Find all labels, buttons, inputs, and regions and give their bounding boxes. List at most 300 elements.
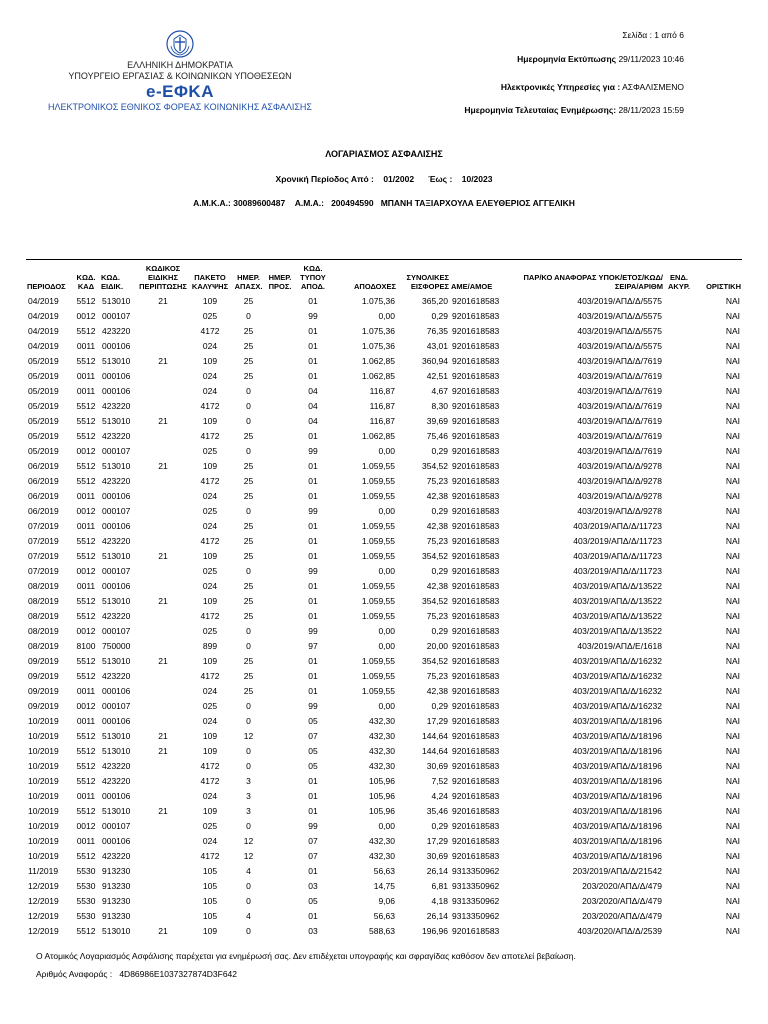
col-period: 12/2019 (28, 910, 59, 921)
col-days-extra (265, 863, 295, 878)
col-contributions: 354,52 (422, 595, 448, 606)
col-eidik: 000106 (102, 370, 131, 381)
col-kad: 5512 (76, 535, 96, 546)
col-contributions: 144,64 (422, 730, 448, 741)
col-special-case (138, 503, 188, 518)
col-pay-type: 03 (308, 880, 318, 891)
col-kad: 5512 (76, 850, 96, 861)
header-col-package: ΠΑΚΕΤΟ ΚΑΛΥΨΗΣ (191, 273, 229, 291)
col-contributions: 20,00 (426, 640, 448, 651)
col-void (664, 413, 694, 428)
period-from-value: 01/2002 (383, 174, 415, 184)
col-void (664, 323, 694, 338)
col-reference: 403/2019/ΑΠΔ/Δ/7619 (577, 430, 662, 441)
col-pay-type: 03 (308, 925, 318, 936)
table-row (26, 788, 742, 803)
col-pay-type: 99 (308, 505, 318, 516)
col-reference: 403/2019/ΑΠΔ/Δ/13522 (572, 580, 662, 591)
col-ame: 9201618583 (452, 640, 500, 651)
col-special-case (138, 758, 188, 773)
col-reference: 403/2019/ΑΠΔ/Δ/13522 (572, 625, 662, 636)
col-ame: 9201618583 (452, 805, 500, 816)
col-void (664, 368, 694, 383)
col-eidik: 423220 (102, 775, 131, 786)
col-special-case (138, 818, 188, 833)
col-earnings: 1.059,55 (361, 670, 395, 681)
col-pay-type: 01 (308, 550, 318, 561)
col-contributions: 7,52 (431, 775, 448, 786)
col-ame: 9201618583 (452, 565, 500, 576)
col-package: 4172 (200, 475, 220, 486)
col-special-case: 21 (158, 745, 168, 756)
col-package: 024 (202, 835, 218, 846)
col-void (664, 383, 694, 398)
col-void (664, 893, 694, 908)
col-void (664, 923, 694, 938)
col-special-case (138, 398, 188, 413)
col-days-extra (265, 518, 295, 533)
col-package: 109 (202, 295, 218, 306)
col-period: 10/2019 (28, 715, 59, 726)
col-package: 025 (202, 820, 218, 831)
col-earnings: 0,00 (378, 445, 395, 456)
col-days-extra (265, 683, 295, 698)
col-special-case (138, 773, 188, 788)
col-ame: 9201618583 (452, 505, 500, 516)
col-void (664, 818, 694, 833)
table-row (26, 443, 742, 458)
table-row (26, 578, 742, 593)
col-ame: 9201618583 (452, 835, 500, 846)
col-kad: 5512 (76, 745, 96, 756)
col-final: ΝΑΙ (725, 835, 740, 846)
col-contributions: 75,46 (426, 430, 448, 441)
col-special-case: 21 (158, 655, 168, 666)
col-eidik: 000107 (102, 310, 131, 321)
col-pay-type: 01 (308, 910, 318, 921)
col-package: 4172 (200, 400, 220, 411)
header-col-void: ΕΝΔ. ΑΚΥΡ. (668, 273, 690, 291)
col-kad: 5512 (76, 415, 96, 426)
table-row (26, 908, 742, 923)
col-contributions: 43,01 (426, 340, 448, 351)
col-contributions: 8,30 (431, 400, 448, 411)
ama-label: Α.Μ.Α.: (294, 198, 324, 208)
col-reference: 403/2019/ΑΠΔ/Δ/11723 (573, 550, 662, 561)
print-date (517, 54, 684, 64)
col-eidik: 423220 (102, 535, 131, 546)
col-pay-type: 01 (308, 325, 318, 336)
col-period: 04/2019 (28, 325, 59, 336)
col-pay-type: 04 (308, 385, 318, 396)
col-days-work: 0 (246, 700, 251, 711)
col-reference: 403/2019/ΑΠΔ/Δ/18196 (572, 850, 662, 861)
col-void (664, 428, 694, 443)
col-period: 09/2019 (28, 655, 59, 666)
col-reference: 403/2019/ΑΠΔ/Δ/5575 (577, 340, 662, 351)
col-earnings: 0,00 (378, 700, 395, 711)
col-contributions: 30,69 (426, 760, 448, 771)
col-pay-type: 01 (308, 520, 318, 531)
col-ame: 9201618583 (452, 370, 500, 381)
col-days-extra (265, 833, 295, 848)
col-days-work: 25 (243, 295, 254, 306)
col-earnings: 1.062,85 (361, 370, 395, 381)
col-days-extra (265, 533, 295, 548)
col-ame: 9201618583 (452, 685, 500, 696)
col-days-extra (265, 608, 295, 623)
amka-label: Α.Μ.Κ.Α.: (193, 198, 231, 208)
col-days-extra (265, 923, 295, 938)
col-contributions: 360,94 (422, 355, 448, 366)
col-kad: 5512 (76, 325, 96, 336)
col-pay-type: 01 (308, 340, 318, 351)
table-row (26, 488, 742, 503)
col-period: 07/2019 (28, 535, 59, 546)
col-days-extra (265, 758, 295, 773)
col-pay-type: 01 (308, 805, 318, 816)
table-row (26, 473, 742, 488)
col-package: 024 (202, 370, 218, 381)
col-void (664, 503, 694, 518)
col-special-case (138, 443, 188, 458)
table-row (26, 713, 742, 728)
col-ame: 9313350962 (452, 910, 500, 921)
col-kad: 8100 (76, 640, 96, 651)
col-void (664, 758, 694, 773)
col-period: 09/2019 (28, 700, 59, 711)
col-days-work: 3 (246, 775, 251, 786)
col-special-case (138, 473, 188, 488)
insured-name: ΜΠΑΝΗ ΤΑΞΙΑΡΧΟΥΛΑ ΕΛΕΥΘΕΡΙΟΣ ΑΓΓΕΛΙΚΗ (380, 198, 575, 208)
col-ame: 9313350962 (452, 880, 500, 891)
col-kad: 0011 (76, 370, 96, 381)
col-days-work: 25 (243, 670, 254, 681)
brand-logo: e-ΕΦΚΑ (146, 82, 214, 101)
col-contributions: 30,69 (426, 850, 448, 861)
col-days-extra (265, 488, 295, 503)
col-period: 05/2019 (28, 385, 59, 396)
period-to-value: 10/2023 (461, 174, 493, 184)
col-special-case: 21 (158, 295, 168, 306)
print-date-label: Ημερομηνία Εκτύπωσης (517, 54, 617, 64)
col-special-case (138, 908, 188, 923)
issuer-block (40, 30, 320, 113)
col-special-case (138, 863, 188, 878)
col-final: ΝΑΙ (725, 910, 740, 921)
table-row (26, 638, 742, 653)
col-kad: 0012 (76, 700, 96, 711)
col-package: 4172 (200, 775, 220, 786)
col-reference: 403/2019/ΑΠΔ/Δ/11723 (573, 535, 662, 546)
period-to-label: Έως : (428, 174, 453, 184)
table-row (26, 653, 742, 668)
col-contributions: 0,29 (431, 700, 448, 711)
col-pay-type: 01 (308, 475, 318, 486)
col-ame: 9201618583 (452, 595, 500, 606)
col-ame: 9313350962 (452, 865, 500, 876)
col-period: 12/2019 (28, 925, 59, 936)
col-package: 024 (202, 715, 218, 726)
table-row (26, 773, 742, 788)
table-row (26, 503, 742, 518)
col-days-work: 3 (246, 805, 251, 816)
col-pay-type: 01 (308, 775, 318, 786)
col-days-extra (265, 713, 295, 728)
col-earnings: 0,00 (378, 625, 395, 636)
col-special-case (138, 668, 188, 683)
table-row (26, 518, 742, 533)
col-days-work: 0 (246, 625, 251, 636)
table-row (26, 383, 742, 398)
col-pay-type: 01 (308, 430, 318, 441)
col-final: ΝΑΙ (725, 745, 740, 756)
col-kad: 5530 (76, 910, 96, 921)
col-period: 10/2019 (28, 790, 59, 801)
col-days-extra (265, 743, 295, 758)
col-kad: 5512 (76, 400, 96, 411)
col-special-case: 21 (158, 415, 168, 426)
col-eidik: 000106 (102, 340, 131, 351)
col-days-work: 0 (246, 760, 251, 771)
col-eidik: 913230 (102, 910, 131, 921)
col-contributions: 26,14 (426, 910, 448, 921)
col-void (664, 623, 694, 638)
col-void (664, 668, 694, 683)
col-pay-type: 07 (308, 850, 318, 861)
disclaimer-note: Ο Ατομικός Λογαριασμός Ασφάλισης παρέχεται για ενημέρωσή σας. Δεν επιδέχεται υπογραφής και σφραγίδας καθόσον δεν αποτελεί βεβαίωση. (36, 951, 576, 961)
col-ame: 9201618583 (452, 715, 500, 726)
col-void (664, 518, 694, 533)
col-special-case (138, 638, 188, 653)
col-void (664, 803, 694, 818)
col-eidik: 000107 (102, 505, 131, 516)
col-period: 10/2019 (28, 745, 59, 756)
col-period: 08/2019 (28, 625, 59, 636)
col-reference: 203/2019/ΑΠΔ/Δ/21542 (572, 865, 662, 876)
col-period: 10/2019 (28, 775, 59, 786)
col-special-case: 21 (158, 805, 168, 816)
header-col-days-work: ΗΜΕΡ. ΑΠΑΣΧ. (234, 273, 263, 291)
col-final: ΝΑΙ (725, 355, 740, 366)
services-label: Ηλεκτρονικές Υπηρεσίες για : (500, 82, 621, 92)
col-eidik: 000106 (102, 685, 131, 696)
col-final: ΝΑΙ (725, 550, 740, 561)
col-void (664, 773, 694, 788)
col-earnings: 432,30 (369, 835, 395, 846)
page-number: Σελίδα : 1 από 6 (622, 30, 684, 40)
col-reference: 403/2019/ΑΠΔ/Δ/18196 (572, 715, 662, 726)
col-final: ΝΑΙ (725, 595, 740, 606)
col-pay-type: 05 (308, 715, 318, 726)
col-package: 024 (202, 340, 218, 351)
col-days-extra (265, 308, 295, 323)
col-special-case (138, 518, 188, 533)
col-final: ΝΑΙ (725, 460, 740, 471)
col-ame: 9201618583 (452, 445, 500, 456)
col-final: ΝΑΙ (725, 580, 740, 591)
col-eidik: 000106 (102, 490, 131, 501)
col-kad: 5530 (76, 865, 96, 876)
col-earnings: 9,06 (378, 895, 395, 906)
col-reference: 403/2019/ΑΠΔ/Δ/13522 (572, 595, 662, 606)
col-earnings: 1.075,36 (361, 340, 395, 351)
col-days-extra (265, 563, 295, 578)
col-kad: 0011 (76, 385, 96, 396)
col-void (664, 713, 694, 728)
col-kad: 5512 (76, 670, 96, 681)
col-earnings: 1.075,36 (361, 295, 395, 306)
col-period: 08/2019 (28, 595, 59, 606)
col-days-extra (265, 878, 295, 893)
col-reference: 403/2019/ΑΠΔ/Δ/18196 (572, 745, 662, 756)
col-reference: 203/2020/ΑΠΔ/Δ/479 (582, 910, 662, 921)
col-reference: 403/2019/ΑΠΔ/Δ/18196 (572, 820, 662, 831)
col-ame: 9313350962 (452, 895, 500, 906)
col-pay-type: 01 (308, 370, 318, 381)
col-final: ΝΑΙ (725, 730, 740, 741)
col-days-extra (265, 473, 295, 488)
table-row (26, 893, 742, 908)
col-final: ΝΑΙ (725, 445, 740, 456)
col-final: ΝΑΙ (725, 655, 740, 666)
col-pay-type: 07 (308, 835, 318, 846)
col-days-work: 25 (243, 595, 254, 606)
col-void (664, 593, 694, 608)
col-reference: 403/2019/ΑΠΔ/Δ/18196 (572, 775, 662, 786)
last-update-value: 28/11/2023 15:59 (618, 105, 684, 115)
col-void (664, 848, 694, 863)
col-ame: 9201618583 (452, 550, 500, 561)
col-contributions: 42,51 (426, 370, 448, 381)
col-eidik: 513010 (102, 460, 131, 471)
col-void (664, 488, 694, 503)
col-reference: 403/2019/ΑΠΔ/Δ/7619 (577, 415, 662, 426)
col-eidik: 000107 (102, 565, 131, 576)
col-earnings: 1.059,55 (361, 535, 395, 546)
col-package: 4172 (200, 610, 220, 621)
col-days-extra (265, 353, 295, 368)
col-package: 024 (202, 790, 218, 801)
col-final: ΝΑΙ (725, 310, 740, 321)
col-eidik: 423220 (102, 400, 131, 411)
col-pay-type: 04 (308, 415, 318, 426)
col-eidik: 000107 (102, 700, 131, 711)
col-days-work: 0 (246, 310, 251, 321)
col-pay-type: 01 (308, 670, 318, 681)
col-contributions: 354,52 (422, 655, 448, 666)
col-days-work: 0 (246, 505, 251, 516)
col-days-extra (265, 443, 295, 458)
col-ame: 9201618583 (452, 760, 500, 771)
col-special-case: 21 (158, 550, 168, 561)
col-earnings: 116,87 (369, 385, 395, 396)
col-period: 04/2019 (28, 340, 59, 351)
col-package: 4172 (200, 850, 220, 861)
col-days-extra (265, 323, 295, 338)
col-package: 025 (202, 505, 218, 516)
col-final: ΝΑΙ (725, 865, 740, 876)
col-void (664, 653, 694, 668)
brand-subtitle: ΗΛΕΚΤΡΟΝΙΚΟΣ ΕΘΝΙΚΟΣ ΦΟΡΕΑΣ ΚΟΙΝΩΝΙΚΗΣ ΑΣΦΑΛΙΣΗΣ (47, 102, 312, 112)
col-kad: 5512 (76, 805, 96, 816)
col-earnings: 1.062,85 (361, 355, 395, 366)
gov-line-2: ΥΠΟΥΡΓΕΙΟ ΕΡΓΑΣΙΑΣ & ΚΟΙΝΩΝΙΚΩΝ ΥΠΟΘΕΣΕΩΝ (68, 71, 292, 81)
col-days-work: 25 (243, 370, 254, 381)
col-ame: 9201618583 (452, 610, 500, 621)
col-final: ΝΑΙ (725, 685, 740, 696)
col-earnings: 105,96 (369, 805, 395, 816)
table-row (26, 923, 742, 938)
col-days-work: 0 (246, 715, 251, 726)
col-special-case (138, 368, 188, 383)
col-package: 024 (202, 520, 218, 531)
col-reference: 403/2020/ΑΠΔ/Δ/2539 (577, 925, 662, 936)
col-reference: 403/2019/ΑΠΔ/Δ/18196 (572, 760, 662, 771)
col-eidik: 913230 (102, 880, 131, 891)
col-reference: 403/2019/ΑΠΔ/Δ/16232 (572, 685, 662, 696)
col-period: 10/2019 (28, 820, 59, 831)
col-kad: 5512 (76, 925, 96, 936)
header-col-contributions: ΣΥΝΟΛΙΚΕΣ ΕΙΣΦΟΡΕΣ (406, 273, 449, 291)
col-reference: 403/2019/ΑΠΔ/Δ/7619 (577, 385, 662, 396)
col-special-case (138, 788, 188, 803)
col-period: 10/2019 (28, 805, 59, 816)
col-period: 08/2019 (28, 580, 59, 591)
table-row (26, 848, 742, 863)
col-period: 10/2019 (28, 835, 59, 846)
col-period: 04/2019 (28, 295, 59, 306)
col-ame: 9201618583 (452, 460, 500, 471)
col-days-work: 25 (243, 655, 254, 666)
col-ame: 9201618583 (452, 415, 500, 426)
col-days-extra (265, 623, 295, 638)
col-special-case: 21 (158, 460, 168, 471)
col-reference: 403/2019/ΑΠΔ/Δ/5575 (577, 310, 662, 321)
col-period: 10/2019 (28, 850, 59, 861)
table-body (26, 293, 742, 938)
col-reference: 403/2019/ΑΠΔ/Δ/7619 (577, 355, 662, 366)
col-kad: 0011 (76, 490, 96, 501)
col-special-case (138, 428, 188, 443)
col-pay-type: 99 (308, 700, 318, 711)
col-final: ΝΑΙ (725, 430, 740, 441)
col-package: 109 (202, 415, 218, 426)
col-eidik: 423220 (102, 325, 131, 336)
col-eidik: 513010 (102, 295, 131, 306)
col-days-work: 25 (243, 475, 254, 486)
col-eidik: 000106 (102, 520, 131, 531)
reference-label: Αριθμός Αναφοράς : (36, 969, 113, 979)
col-package: 105 (202, 910, 218, 921)
col-days-work: 25 (243, 580, 254, 591)
col-period: 04/2019 (28, 310, 59, 321)
reference-value: 4D86986E1037327874D3F642 (119, 969, 238, 979)
col-final: ΝΑΙ (725, 475, 740, 486)
col-days-work: 0 (246, 385, 251, 396)
col-pay-type: 97 (308, 640, 318, 651)
col-eidik: 000106 (102, 790, 131, 801)
col-days-extra (265, 503, 295, 518)
last-update (464, 105, 684, 115)
header-col-kad: ΚΩΔ. ΚΑΔ (76, 273, 96, 291)
col-final: ΝΑΙ (725, 925, 740, 936)
col-package: 109 (202, 730, 218, 741)
col-contributions: 42,38 (426, 580, 448, 591)
table-row (26, 398, 742, 413)
amka-value: 30089600487 (233, 198, 286, 208)
col-period: 05/2019 (28, 430, 59, 441)
